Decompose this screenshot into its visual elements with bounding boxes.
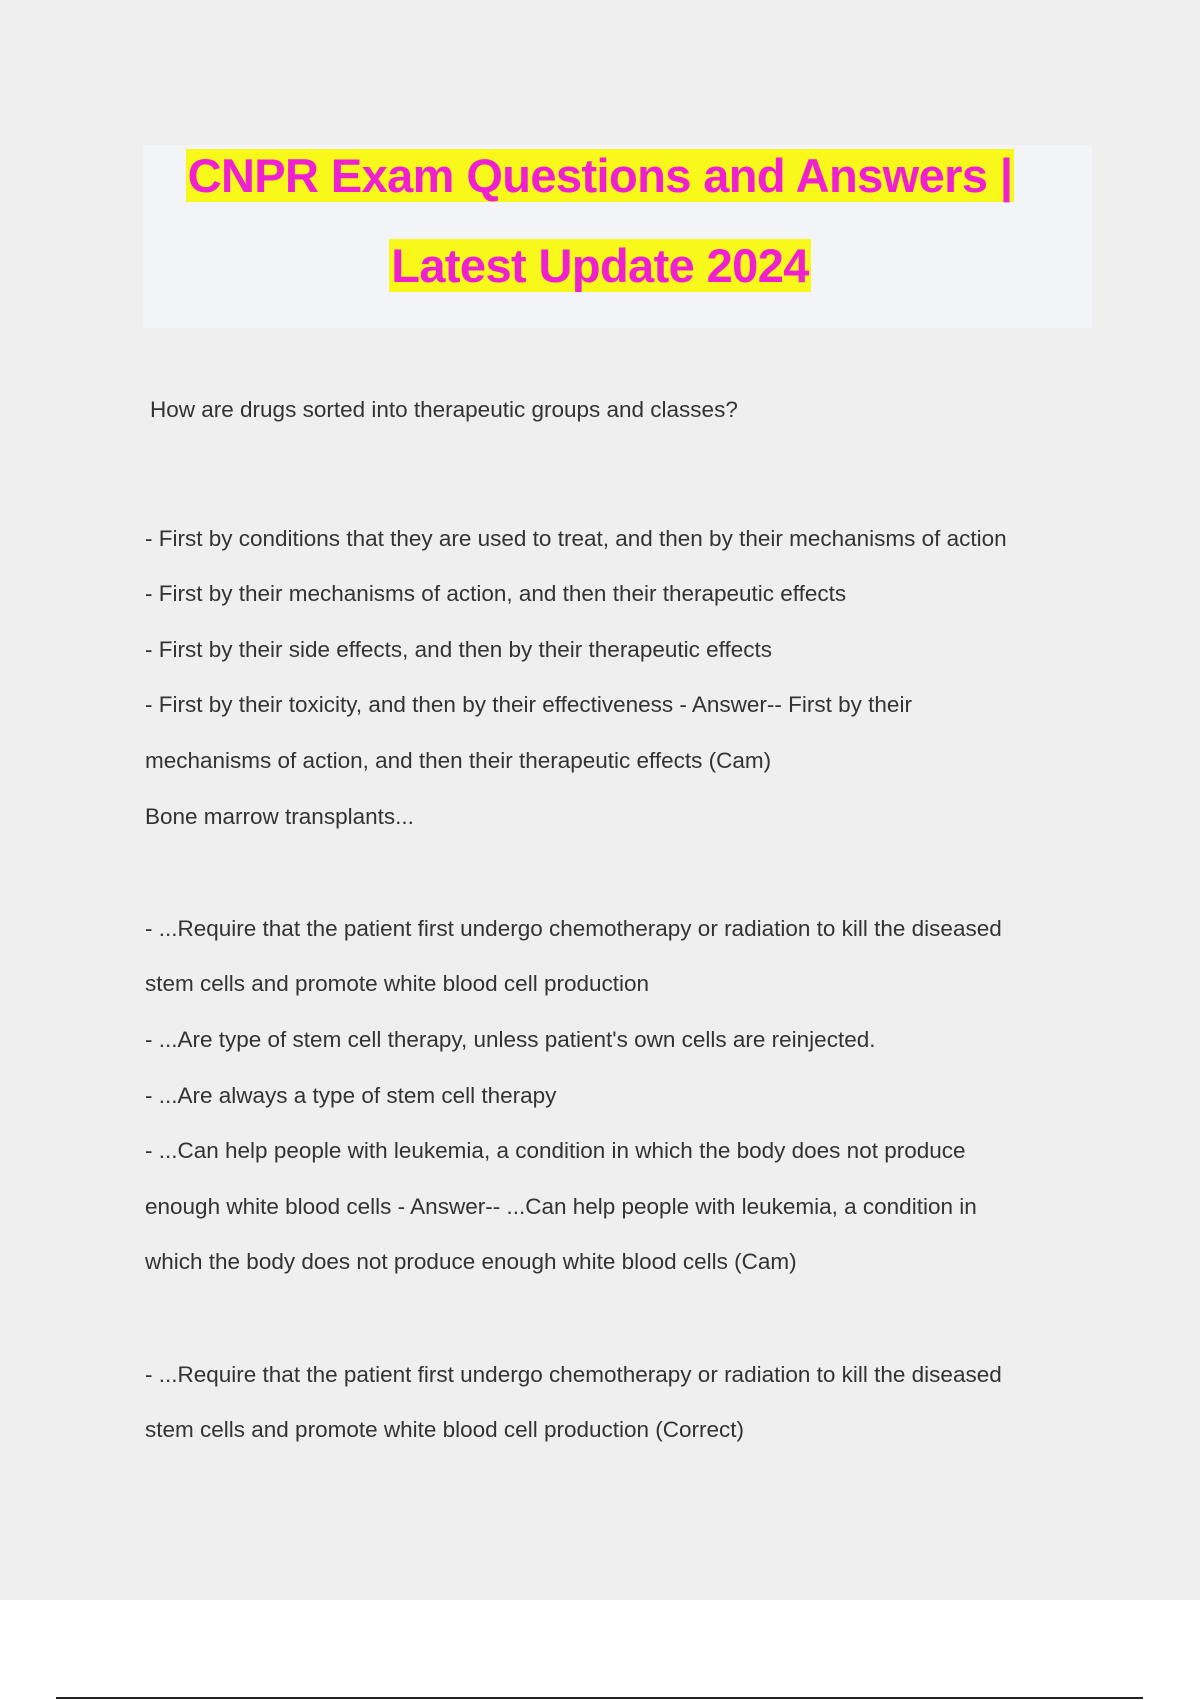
option-1d: - First by their toxicity, and then by their effectiveness - Answer-- First by their — [145, 692, 912, 717]
question-2: Bone marrow transplants... — [145, 804, 414, 829]
footer-rule — [56, 1697, 1143, 1699]
answer-2-continued: which the body does not produce enough white blood cells (Cam) — [145, 1249, 797, 1274]
option-1b: - First by their mechanisms of action, and then their therapeutic effects — [145, 581, 847, 606]
question-1: How are drugs sorted into therapeutic groups and classes? — [150, 397, 738, 422]
option-2d: - ...Can help people with leukemia, a condition in which the body does not produce — [145, 1138, 966, 1163]
correct-answer-2-continued: stem cells and promote white blood cell production (Correct) — [145, 1417, 745, 1442]
option-2a-continued: stem cells and promote white blood cell production — [145, 971, 650, 996]
option-1a: - First by conditions that they are used to treat, and then by their mechanisms of action — [145, 526, 1007, 551]
option-2b: - ...Are type of stem cell therapy, unless patient's own cells are reinjected. — [145, 1027, 876, 1052]
title-highlight-1: CNPR Exam Questions and Answers | — [187, 149, 1013, 202]
correct-answer-2: - ...Require that the patient first undergo chemotherapy or radiation to kill the diseased — [145, 1362, 1002, 1387]
title-highlight-2: Latest Update 2024 — [391, 239, 809, 292]
document-title-line-1 — [0, 146, 1200, 206]
answer-2: enough white blood cells - Answer-- ...Can help people with leukemia, a condition in — [145, 1194, 977, 1219]
option-1c: - First by their side effects, and then by their therapeutic effects — [145, 637, 772, 662]
option-2c: - ...Are always a type of stem cell therapy — [145, 1083, 557, 1108]
answer-1-continued: mechanisms of action, and then their therapeutic effects (Cam) — [145, 748, 772, 773]
option-2a: - ...Require that the patient first undergo chemotherapy or radiation to kill the diseased — [145, 916, 1002, 941]
document-title-line-2 — [0, 236, 1200, 296]
